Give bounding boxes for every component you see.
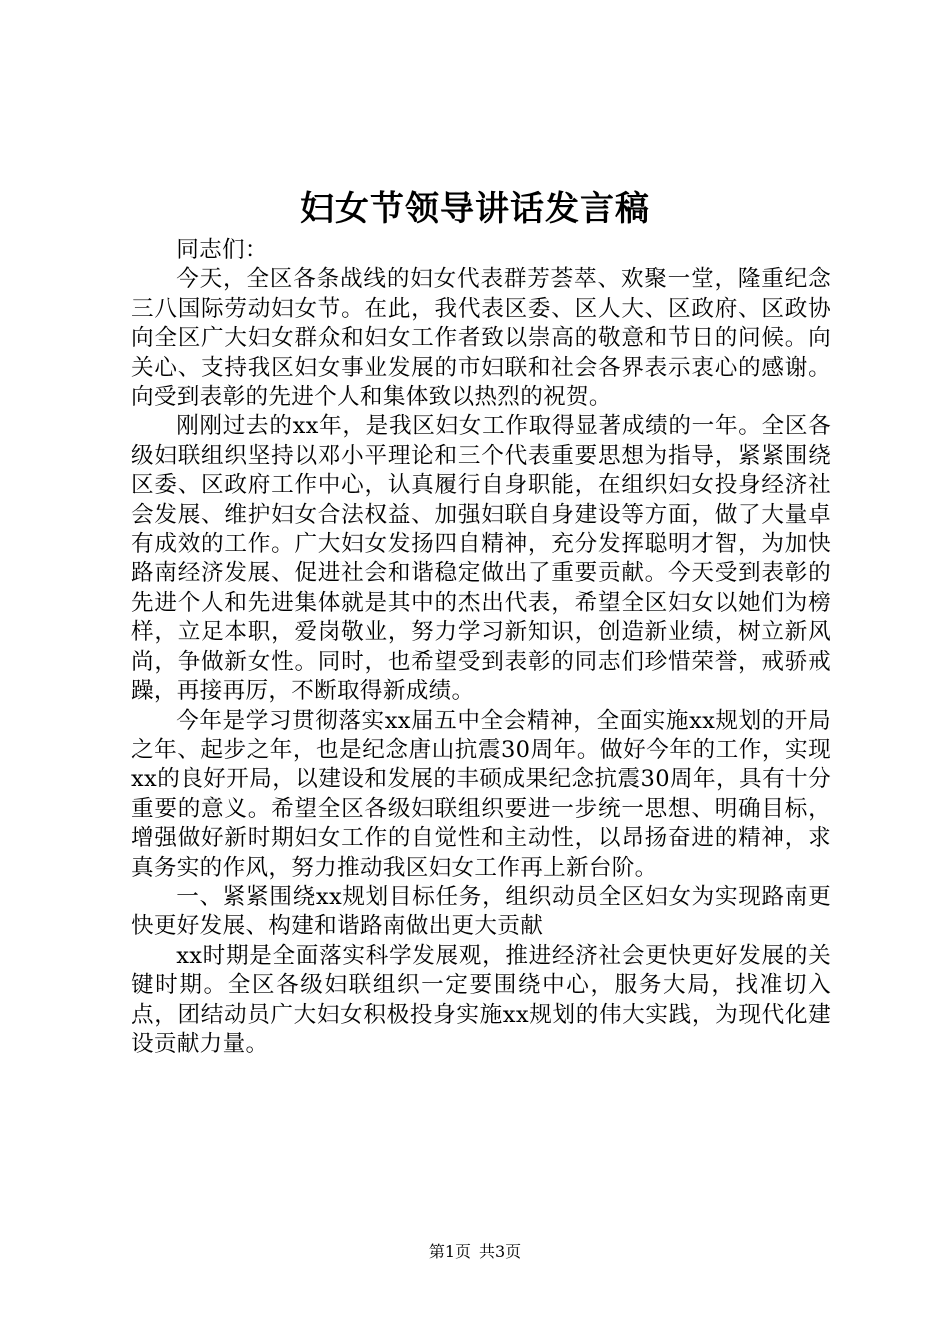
paragraph-greeting: 今天，全区各条战线的妇女代表群芳荟萃、欢聚一堂，隆重纪念三八国际劳动妇女节。在此，我代表区委、区人大、区政府、区政协向全区广大妇女群众和妇女工作者致以崇高的敬意和节日的问候。向关心、支持我区妇女事业发展的市妇联和社会各界表示衷心的感谢。向受到表彰的先进个人和集体致以热烈的祝贺。 (131, 266, 831, 411)
document-body (131, 236, 831, 1059)
page-footer (0, 1240, 950, 1264)
paragraph-key-period: xx时期是全面落实科学发展观，推进经济社会更快更好发展的关键时期。全区各级妇联组织一定要围绕中心，服务大局，找准切入点，团结动员广大妇女积极投身实施xx规划的伟大实践，为现代化建设贡献力量。 (131, 942, 831, 1057)
salutation: 同志们： (176, 237, 268, 263)
page-number-total: 共3页 (479, 1242, 522, 1261)
section-heading-one: 一、紧紧围绕xx规划目标任务，组织动员全区妇女为实现路南更快更好发展、构建和谐路南做出更大贡献 (131, 883, 831, 940)
document-title: 妇女节领导讲话发言稿 (300, 189, 650, 229)
page-number-current: 第1页 (428, 1242, 471, 1261)
paragraph-this-year: 今年是学习贯彻落实xx届五中全会精神，全面实施xx规划的开局之年、起步之年，也是纪念唐山抗震30周年。做好今年的工作，实现xx的良好开局，以建设和发展的丰硕成果纪念抗震30周年，具有十分重要的意义。希望全区各级妇联组织要进一步统一思想、明确目标，增强做好新时期妇女工作的自觉性和主动性，以昂扬奋进的精神，求真务实的作风，努力推动我区妇女工作再上新台阶。 (131, 707, 831, 881)
paragraph-review: 刚刚过去的xx年，是我区妇女工作取得显著成绩的一年。全区各级妇联组织坚持以邓小平理论和三个代表重要思想为指导，紧紧围绕区委、区政府工作中心，认真履行自身职能，在组织妇女投身经济社会发展、维护妇女合法权益、加强妇联自身建设等方面，做了大量卓有成效的工作。广大妇女发扬四自精神，充分发挥聪明才智，为加快路南经济发展、促进社会和谐稳定做出了重要贡献。今天受到表彰的先进个人和先进集体就是其中的杰出代表，希望全区妇女以她们为榜样，立足本职，爱岗敬业，努力学习新知识，创造新业绩，树立新风尚，争做新女性。同时，也希望受到表彰的同志们珍惜荣誉，戒骄戒躁，再接再厉，不断取得新成绩。 (131, 413, 831, 705)
